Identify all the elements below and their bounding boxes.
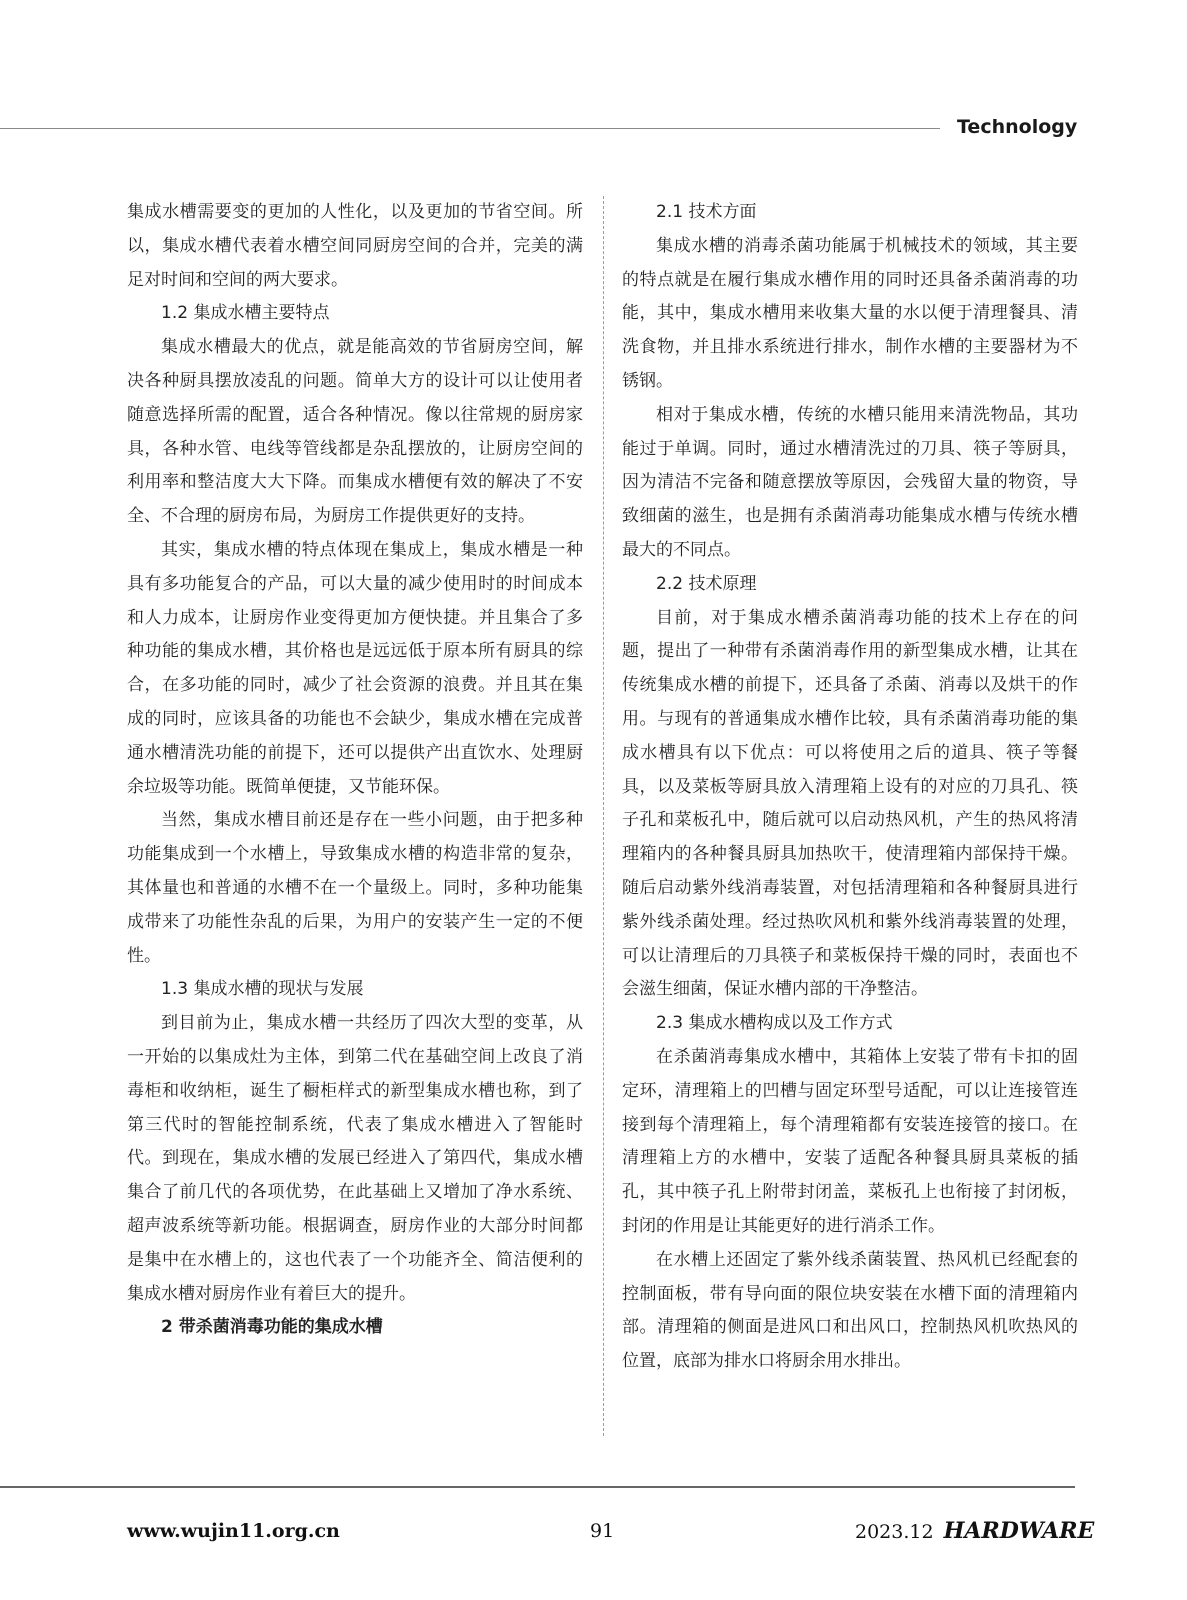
column-divider <box>603 196 604 1436</box>
paragraph: 在杀菌消毒集成水槽中，其箱体上安装了带有卡扣的固定环，清理箱上的凹槽与固定环型号适配，可以让连接管连接到每个清理箱上，每个清理箱都有安装连接管的接口。在清理箱上方的水槽中，安装了适配各种餐具厨具菜板的插孔，其中筷子孔上附带封闭盖，菜板孔上也衔接了封闭板，封闭的作用是让其能更好的进行消杀工作。 <box>622 1046 1078 1236</box>
footer-url: www.wujin11.org.cn <box>127 1520 340 1542</box>
paragraph: 集成水槽最大的优点，就是能高效的节省厨房空间，解决各种厨具摆放凌乱的问题。简单大方的设计可以让使用者随意选择所需的配置，适合各种情况。像以往常规的厨房家具，各种水管、电线等管线都是杂乱摆放的，让厨房空间的利用率和整洁度大大下降。而集成水槽便有效的解决了不安全、不合理的厨房布局，为厨房工作提供更好的支持。 <box>127 337 583 527</box>
paragraph: 相对于集成水槽，传统的水槽只能用来清洗物品，其功能过于单调。同时，通过水槽清洗过的刀具、筷子等厨具，因为清洁不完备和随意摆放等原因，会残留大量的物资，导致细菌的滋生，也是拥有杀菌消毒功能集成水槽与传统水槽最大的不同点。 <box>622 404 1078 560</box>
footer-rule <box>0 1486 1075 1488</box>
left-column <box>127 196 583 1345</box>
paragraph: 目前，对于集成水槽杀菌消毒功能的技术上存在的问题，提出了一种带有杀菌消毒作用的新型集成水槽，让其在传统集成水槽的前提下，还具备了杀菌、消毒以及烘干的作用。与现有的普通集成水槽作比较，具有杀菌消毒功能的集成水槽具有以下优点：可以将使用之后的道具、筷子等餐具，以及菜板等厨具放入清理箱上设有的对应的刀具孔、筷子孔和菜板孔中，随后就可以启动热风机，产生的热风将清理箱内的各种餐具厨具加热吹干，使清理箱内部保持干燥。随后启动紫外线消毒装置，对包括清理箱和各种餐厨具进行紫外线杀菌处理。经过热吹风机和紫外线消毒装置的处理，可以让清理后的刀具筷子和菜板保持干燥的同时，表面也不会滋生细菌，保证水槽内部的干净整洁。 <box>622 607 1078 1000</box>
subsection-heading: 1.2 集成水槽主要特点 <box>161 303 330 324</box>
header-rule <box>0 128 940 129</box>
issue-date: 2023.12 <box>855 1521 934 1543</box>
right-column <box>622 196 1078 1379</box>
paragraph: 其实，集成水槽的特点体现在集成上，集成水槽是一种具有多功能复合的产品，可以大量的减少使用时的时间成本和人力成本，让厨房作业变得更加方便快捷。并且集合了多种功能的集成水槽，其价格也是远远低于原本所有厨具的综合，在多功能的同时，减少了社会资源的浪费。并且其在集成的同时，应该具备的功能也不会缺少，集成水槽在完成普通水槽清洗功能的前提下，还可以提供产出直饮水、处理厨余垃圾等功能。既简单便捷，又节能环保。 <box>127 539 583 797</box>
magazine-name: HARDWARE <box>943 1518 1095 1544</box>
subsection-heading: 2.3 集成水槽构成以及工作方式 <box>656 1013 893 1034</box>
paragraph: 集成水槽需要变的更加的人性化，以及更加的节省空间。所以，集成水槽代表着水槽空间同厨房空间的合并，完美的满足对时间和空间的两大要求。 <box>127 202 583 290</box>
paragraph: 在水槽上还固定了紫外线杀菌装置、热风机已经配套的控制面板，带有导向面的限位块安装在水槽下面的清理箱内部。清理箱的侧面是进风口和出风口，控制热风机吹热风的位置，底部为排水口将厨余用水排出。 <box>622 1249 1078 1372</box>
paragraph: 到目前为止，集成水槽一共经历了四次大型的变革，从一开始的以集成灶为主体，到第二代在基础空间上改良了消毒柜和收纳柜，诞生了橱柜样式的新型集成水槽也称，到了第三代时的智能控制系统，代表了集成水槽进入了智能时代。到现在，集成水槽的发展已经进入了第四代，集成水槽集合了前几代的各项优势，在此基础上又增加了净水系统、超声波系统等新功能。根据调查，厨房作业的大部分时间都是集中在水槽上的，这也代表了一个功能齐全、简洁便利的集成水槽对厨房作业有着巨大的提升。 <box>127 1013 583 1304</box>
subsection-heading: 2.1 技术方面 <box>656 202 757 222</box>
footer-issue <box>855 1518 1094 1544</box>
subsection-heading: 1.3 集成水槽的现状与发展 <box>161 979 364 1000</box>
page-number: 91 <box>590 1520 615 1542</box>
section-heading: 2 带杀菌消毒功能的集成水槽 <box>161 1317 383 1338</box>
subsection-heading: 2.2 技术原理 <box>656 573 757 594</box>
paragraph: 当然，集成水槽目前还是存在一些小问题，由于把多种功能集成到一个水槽上，导致集成水槽的构造非常的复杂，其体量也和普通的水槽不在一个量级上。同时，多种功能集成带来了功能性杂乱的后果，为用户的安装产生一定的不便性。 <box>127 810 583 966</box>
paragraph: 集成水槽的消毒杀菌功能属于机械技术的领域，其主要的特点就是在履行集成水槽作用的同时还具备杀菌消毒的功能，其中，集成水槽用来收集大量的水以便于清理餐具、清洗食物，并且排水系统进行排水，制作水槽的主要器材为不锈钢。 <box>622 235 1078 391</box>
section-label: Technology <box>957 116 1078 138</box>
